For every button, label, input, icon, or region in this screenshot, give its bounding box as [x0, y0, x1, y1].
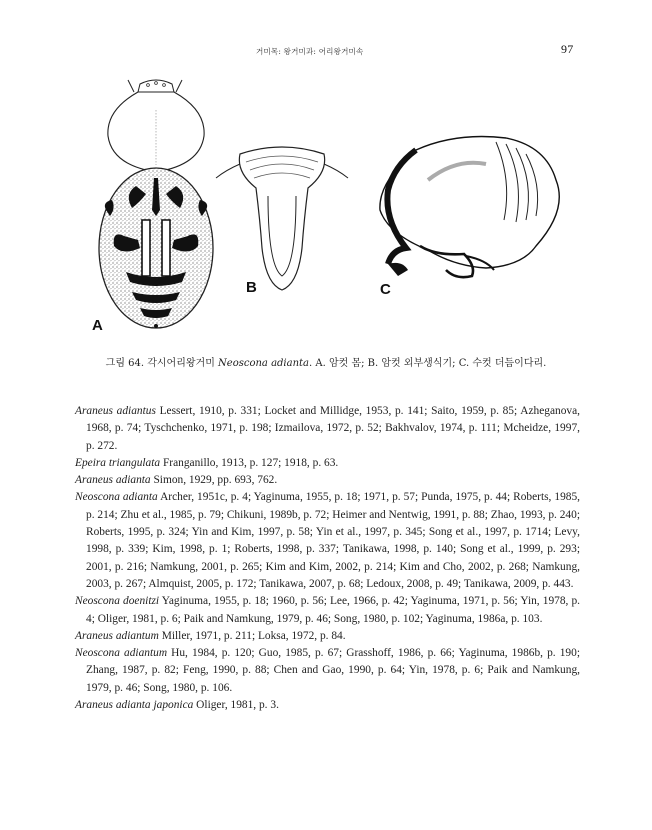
reference-entry — [75, 645, 580, 697]
reference-citation: Miller, 1971, p. 211; Loksa, 1972, p. 84. — [158, 629, 346, 642]
reference-entry — [75, 472, 580, 489]
page-number: 97 — [561, 42, 574, 56]
page-header — [0, 42, 652, 58]
reference-species: Araneus adianta japonica — [75, 699, 194, 712]
synonymy-list — [75, 403, 580, 714]
caption-prefix: 그림 64. 각시어리왕거미 — [105, 358, 219, 369]
caption-species: Neoscona adianta — [218, 358, 310, 369]
reference-species: Araneus adiantum — [75, 629, 159, 642]
reference-entry — [75, 455, 580, 472]
figure-64 — [76, 70, 582, 345]
reference-entry — [75, 489, 580, 593]
reference-entry — [75, 628, 580, 645]
reference-citation: Archer, 1951c, p. 4; Yaginuma, 1955, p. 18; 1971, p. 57; Punda, 1975, p. 44; Roberts, 1985, p. 214; Zhu et al., 1985, p. 79; Chikuni, 1989b, p. 72; Heimer and Nentwig, 1991, p. 88; Zhao, 1993, p. 240; Roberts, 1995, p. 324; Yin and Kim, 1997, p. 58; Yin et al., 1997, p. 345; Song et al., 1997, p. 1714; Levy, 1998, p. 339; Kim, 1998, p. 1; Roberts, 1998, p. 337; Tanikawa, 1998, p. 140; Song et al., 1999, p. 293; 2001, p. 216; Namkung, 2001, p. 265; Kim and Kim, 2002, p. 214; Kim and Cho, 2002, p. 268; Namkung, 2003, p. 267; Almquist, 2005, p. 172; Tanikawa, 2007, p. 68; Ledoux, 2008, p. 49; Tanikawa, 2009, p. 443. — [86, 491, 581, 590]
figure-caption — [0, 354, 652, 369]
reference-citation: Hu, 1984, p. 120; Guo, 1985, p. 67; Grasshoff, 1986, p. 66; Yaginuma, 1986b, p. 190; Zhang, 1987, p. 82; Feng, 1990, p. 88; Chen and Gao, 1990, p. 64; Yin, 1978, p. 6; Paik and Namkung, 1979, p. 46; Song, 1980, p. 106. — [86, 647, 580, 694]
figure-illustration — [76, 70, 582, 345]
reference-citation: Franganillo, 1913, p. 127; 1918, p. 63. — [160, 456, 339, 469]
panel-a-label: A — [92, 317, 103, 334]
reference-species: Neoscona doenitzi — [75, 595, 160, 608]
reference-species: Araneus adianta — [75, 474, 151, 487]
reference-citation: Lessert, 1910, p. 331; Locket and Millidge, 1953, p. 141; Saito, 1959, p. 85; Azheganova, 1968, p. 74; Tyschchenko, 1971, p. 198; Izmailova, 1972, p. 52; Bakhvalov, 1974, p. 111; Mcheidze, 1997, p. 272. — [86, 405, 580, 452]
panel-c-label: C — [380, 281, 391, 298]
reference-species: Araneus adiantus — [75, 405, 156, 417]
reference-citation: Simon, 1929, pp. 693, 762. — [150, 474, 278, 487]
reference-citation: Oliger, 1981, p. 3. — [193, 699, 279, 712]
reference-species: Neoscona adianta — [75, 491, 158, 504]
reference-entry — [75, 403, 580, 455]
panel-b-label: B — [246, 279, 257, 296]
panel-c-male-palp — [380, 137, 559, 299]
reference-species: Epeira triangulata — [75, 456, 161, 469]
reference-citation: Yaginuma, 1955, p. 18; 1960, p. 56; Lee, 1966, p. 42; Yaginuma, 1971, p. 56; Yin, 1978, p. 4; Oliger, 1981, p. 6; Paik and Namkung, 1979, p. 46; Song, 1980, p. 102; Yaginuma, 1986a, p. 103. — [86, 595, 581, 625]
reference-entry — [75, 697, 580, 714]
reference-species: Neoscona adiantum — [75, 647, 168, 660]
reference-entry — [75, 593, 580, 628]
panel-b-epigyne — [216, 147, 348, 296]
caption-suffix: . A. 암컷 몸; B. 암컷 외부생식기; C. 수컷 더듬이다리. — [309, 358, 547, 369]
running-head: 거미목: 왕거미과: 어리왕거미속 — [256, 47, 364, 56]
panel-a-female-body — [92, 80, 213, 334]
